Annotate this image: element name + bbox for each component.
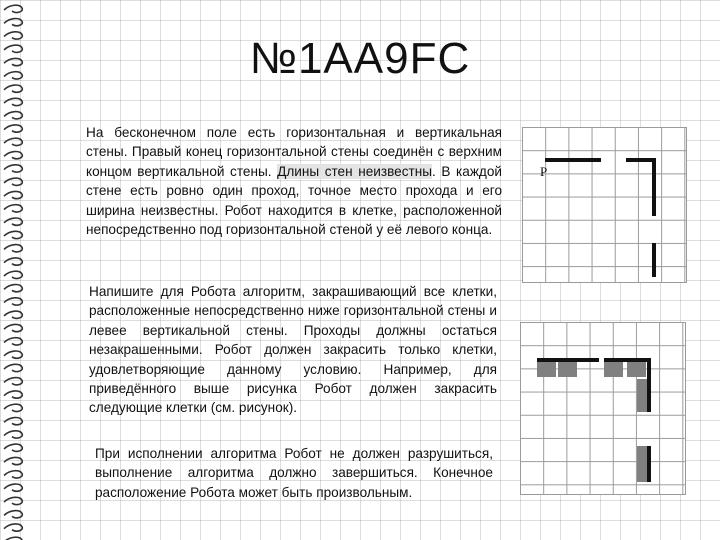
spiral-ring: [4, 511, 22, 518]
spiral-ring: [4, 271, 22, 278]
horizontal-wall-segment: [604, 358, 651, 362]
spiral-ring: [4, 444, 22, 451]
painted-cell: [627, 362, 646, 377]
horizontal-wall-segment: [626, 158, 655, 162]
spiral-ring: [4, 5, 22, 12]
spiral-ring: [4, 391, 22, 398]
task-description-part1: На бесконечном поле есть горизонтальная и вертикальная стены. Правый конец горизонтальной стены соединён с верхним концом вертикальной стены.: [86, 125, 502, 179]
spiral-ring: [4, 112, 22, 119]
horizontal-wall-segment: [545, 158, 601, 162]
task-description-part2: . В каждой стене есть ровно один проход, точное место прохода и его ширина неизвестны. Робот находится в клетке, расположенной непосредственно под горизонтальной стеной у её левого конца.: [86, 163, 503, 238]
painted-cell: [604, 362, 623, 377]
painted-cell: [558, 362, 577, 377]
spiral-ring: [4, 471, 22, 478]
page-title: №1АА9FC: [249, 34, 471, 83]
spiral-ring: [4, 258, 22, 265]
spiral-ring: [4, 484, 22, 491]
robot-marker: Р: [540, 164, 548, 179]
task-constraints: При исполнении алгоритма Робот не должен разрушиться, выполнение алгоритма должно завершиться. Конечное расположение Робота может быть произвольным.: [95, 446, 493, 500]
spiral-ring: [4, 298, 22, 305]
spiral-ring: [4, 138, 22, 145]
vertical-wall-segment: [647, 446, 651, 482]
spiral-ring: [4, 152, 22, 159]
spiral-ring: [4, 178, 22, 185]
spiral-ring: [4, 418, 22, 425]
spiral-ring: [4, 165, 22, 172]
spiral-ring: [4, 431, 22, 438]
spiral-ring: [4, 404, 22, 411]
horizontal-wall-segment: [537, 358, 599, 362]
spiral-ring: [4, 364, 22, 371]
spiral-ring: [4, 231, 22, 238]
vertical-wall-segment: [652, 243, 656, 277]
spiral-ring: [4, 245, 22, 252]
spiral-ring: [4, 311, 22, 318]
field-initial-grid: [522, 127, 687, 283]
spiral-ring: [4, 85, 22, 92]
spiral-ring: [4, 351, 22, 358]
task-description: [86, 123, 502, 239]
task-description-highlight: Длины стен неизвестны: [277, 163, 433, 179]
spiral-ring: [4, 19, 22, 26]
spiral-ring: [4, 378, 22, 385]
spiral-ring: [4, 98, 22, 105]
vertical-wall-segment: [647, 358, 651, 412]
painted-cell: [537, 362, 556, 377]
spiral-ring: [4, 125, 22, 132]
painted-cell: [637, 379, 647, 412]
field-painted-grid: [520, 322, 686, 495]
spiral-ring: [4, 191, 22, 198]
spiral-ring: [4, 285, 22, 292]
spiral-ring: [4, 338, 22, 345]
spiral-ring: [4, 524, 22, 531]
spiral-ring: [4, 497, 22, 504]
task-instruction: Напишите для Робота алгоритм, закрашивающий все клетки, расположенные непосредственно ниже горизонтальной стены и левее вертикальной стены. Проходы должны остаться незакрашенными. Робот должен закрасить только клетки, удовлетворяющие данному условию. Например, для приведённого выше рисунка Робот должен закрасить следующие клетки (см. рисунок).: [89, 284, 497, 416]
spiral-ring: [4, 218, 22, 225]
spiral-ring: [4, 324, 22, 331]
spiral-ring: [4, 457, 22, 464]
spiral-ring: [4, 205, 22, 212]
painted-cell: [637, 446, 647, 482]
vertical-wall-segment: [652, 158, 656, 216]
